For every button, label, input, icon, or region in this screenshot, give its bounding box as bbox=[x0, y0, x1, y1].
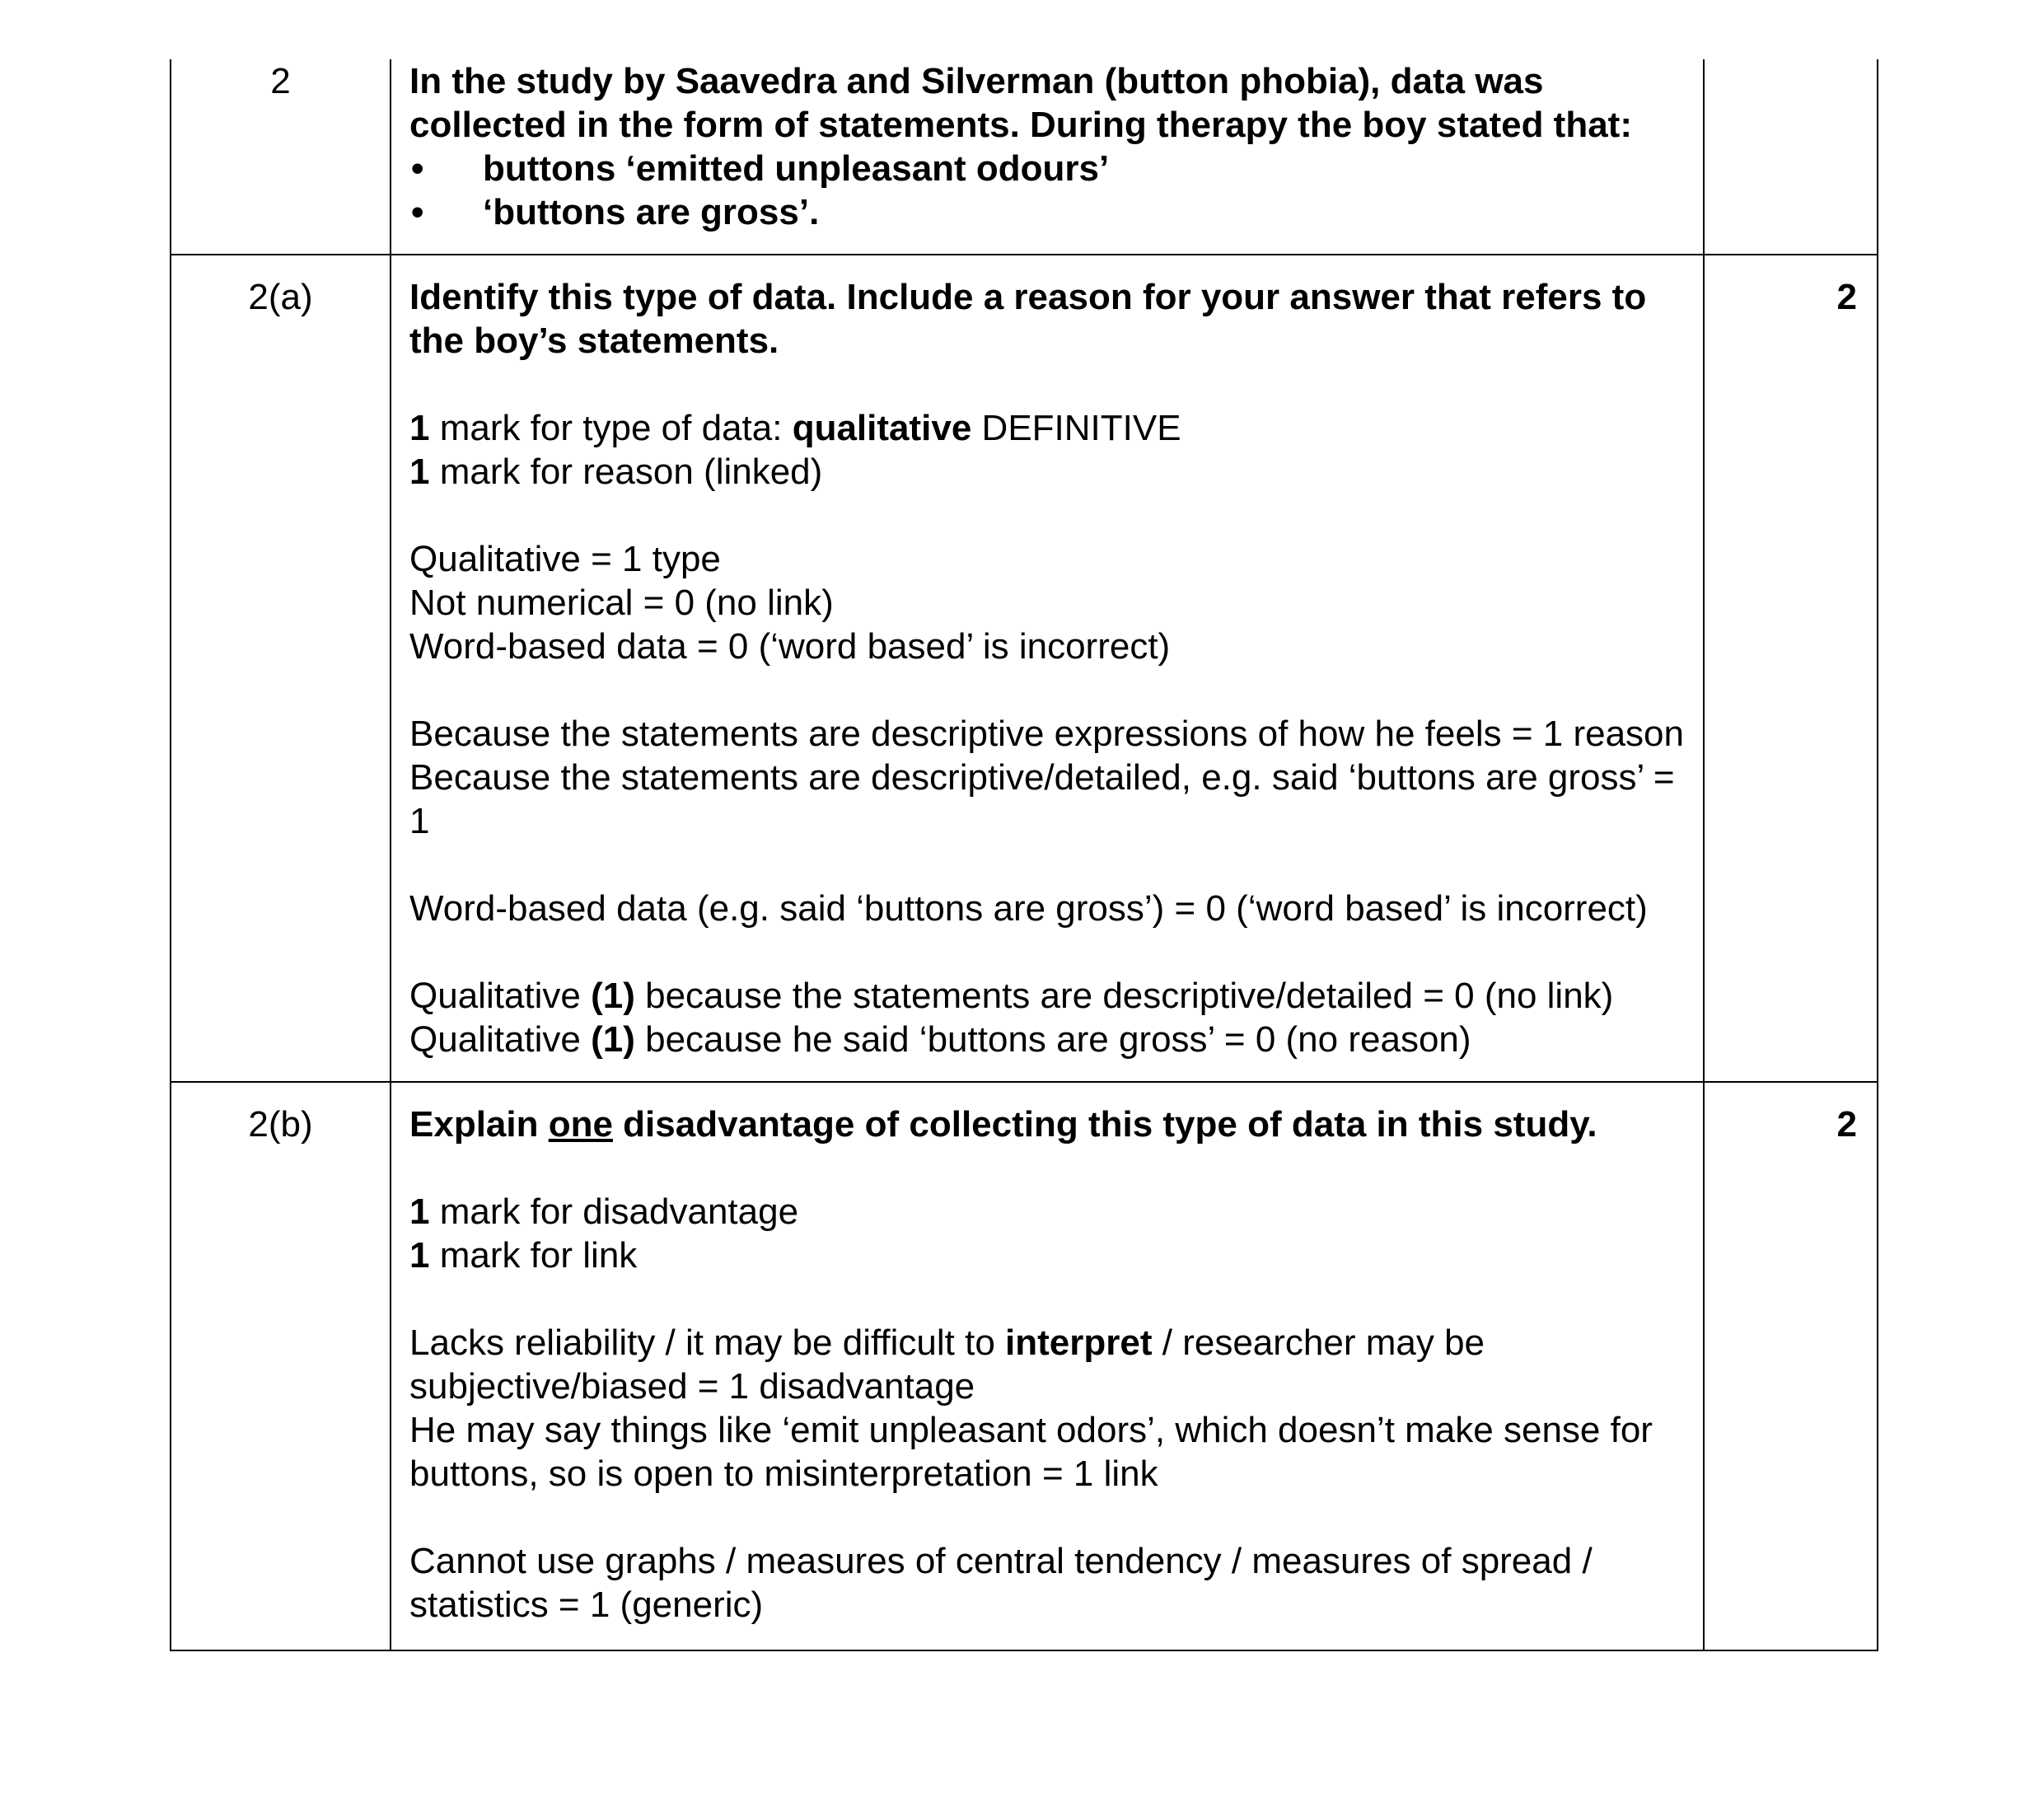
question-number-cell bbox=[171, 255, 391, 1082]
mark-guidance-text: mark for link bbox=[429, 1235, 638, 1276]
answer-cell bbox=[391, 255, 1704, 1082]
example-answer: Qualitative = 1 type bbox=[409, 539, 721, 579]
example-answer bbox=[409, 974, 1695, 1018]
question-number: 2(a) bbox=[248, 277, 313, 317]
example-text: / researcher may be subjective/biased = 1 disadvantage bbox=[409, 1323, 1485, 1407]
mark-count: 1 bbox=[409, 452, 430, 492]
example-answer bbox=[409, 1018, 1695, 1061]
key-term: qualitative bbox=[792, 408, 972, 448]
question-number-cell bbox=[171, 1082, 391, 1650]
question-2-row bbox=[171, 59, 1878, 255]
answer-cell bbox=[391, 1082, 1704, 1650]
example-answer: He may say things like ‘emit unpleasant odors’, which doesn’t make sense for buttons, so is open to misinterpretation = 1 link bbox=[409, 1410, 1653, 1494]
example-text: Lacks reliability / it may be difficult to bbox=[409, 1323, 1006, 1363]
mark-guidance-text: mark for disadvantage bbox=[429, 1191, 799, 1232]
example-answer: Not numerical = 0 (no link) bbox=[409, 583, 834, 623]
mark-guidance-line bbox=[409, 450, 1695, 494]
example-answer: Because the statements are descriptive expressions of how he feels = 1 reason bbox=[409, 714, 1684, 754]
mark-guidance-text: DEFINITIVE bbox=[971, 408, 1181, 448]
mark-count: 1 bbox=[409, 1235, 430, 1276]
example-answer: Word-based data = 0 (‘word based’ is incorrect) bbox=[409, 626, 1171, 667]
marks-value: 2 bbox=[1836, 1104, 1857, 1145]
example-text: because the statements are descriptive/detailed = 0 (no link) bbox=[634, 976, 1614, 1016]
example-answer: Word-based data (e.g. said ‘buttons are gross’) = 0 (‘word based’ is incorrect) bbox=[409, 888, 1648, 929]
marks-cell bbox=[1704, 255, 1878, 1082]
question-text: Explain bbox=[409, 1104, 549, 1145]
question-stem: In the study by Saavedra and Silverman (button phobia), data was collected in the form of statements. During therapy the boy stated that: bbox=[409, 61, 1632, 145]
example-text: because he said ‘buttons are gross’ = 0 (no reason) bbox=[634, 1019, 1471, 1060]
mark-award: (1) bbox=[591, 1019, 635, 1060]
bullet-icon: • bbox=[411, 192, 424, 232]
part-question bbox=[409, 1102, 1695, 1146]
stem-bullet-list bbox=[409, 147, 1695, 234]
question-number: 2(b) bbox=[248, 1104, 313, 1145]
example-text: Qualitative bbox=[409, 1019, 592, 1060]
stem-bullet-item bbox=[409, 147, 1695, 190]
question-emphasis: one bbox=[548, 1104, 613, 1145]
stem-bullet-text: buttons ‘emitted unpleasant odours’ bbox=[483, 148, 1110, 189]
marks-cell bbox=[1704, 1082, 1878, 1650]
question-text: disadvantage of collecting this type of data in this study. bbox=[612, 1104, 1597, 1145]
mark-scheme-table bbox=[170, 59, 1878, 1651]
mark-count: 1 bbox=[409, 408, 430, 448]
mark-guidance-text: mark for type of data: bbox=[429, 408, 793, 448]
example-text: Qualitative bbox=[409, 976, 592, 1016]
key-term: interpret bbox=[1005, 1323, 1153, 1363]
mark-count: 1 bbox=[409, 1191, 430, 1232]
example-answer: Cannot use graphs / measures of central tendency / measures of spread / statistics = 1 (generic) bbox=[409, 1541, 1593, 1625]
stem-bullet-item bbox=[409, 190, 1695, 234]
example-answer: Because the statements are descriptive/detailed, e.g. said ‘buttons are gross’ = 1 bbox=[409, 757, 1675, 841]
mark-guidance-text: mark for reason (linked) bbox=[429, 452, 823, 492]
marks-value: 2 bbox=[1836, 277, 1857, 317]
mark-award: (1) bbox=[591, 976, 635, 1016]
question-number-cell bbox=[171, 59, 391, 255]
question-stem-cell bbox=[391, 59, 1704, 255]
bullet-icon: • bbox=[411, 148, 424, 189]
question-number: 2 bbox=[270, 61, 291, 101]
stem-bullet-text: ‘buttons are gross’. bbox=[483, 192, 820, 232]
part-question: Identify this type of data. Include a reason for your answer that refers to the boy’s statements. bbox=[409, 277, 1647, 361]
marks-cell bbox=[1704, 59, 1878, 255]
example-answer bbox=[409, 1321, 1695, 1408]
mark-guidance-line bbox=[409, 406, 1695, 450]
mark-guidance-line bbox=[409, 1190, 1695, 1234]
mark-guidance-line bbox=[409, 1234, 1695, 1277]
question-2b-row bbox=[171, 1082, 1878, 1650]
question-2a-row bbox=[171, 255, 1878, 1082]
